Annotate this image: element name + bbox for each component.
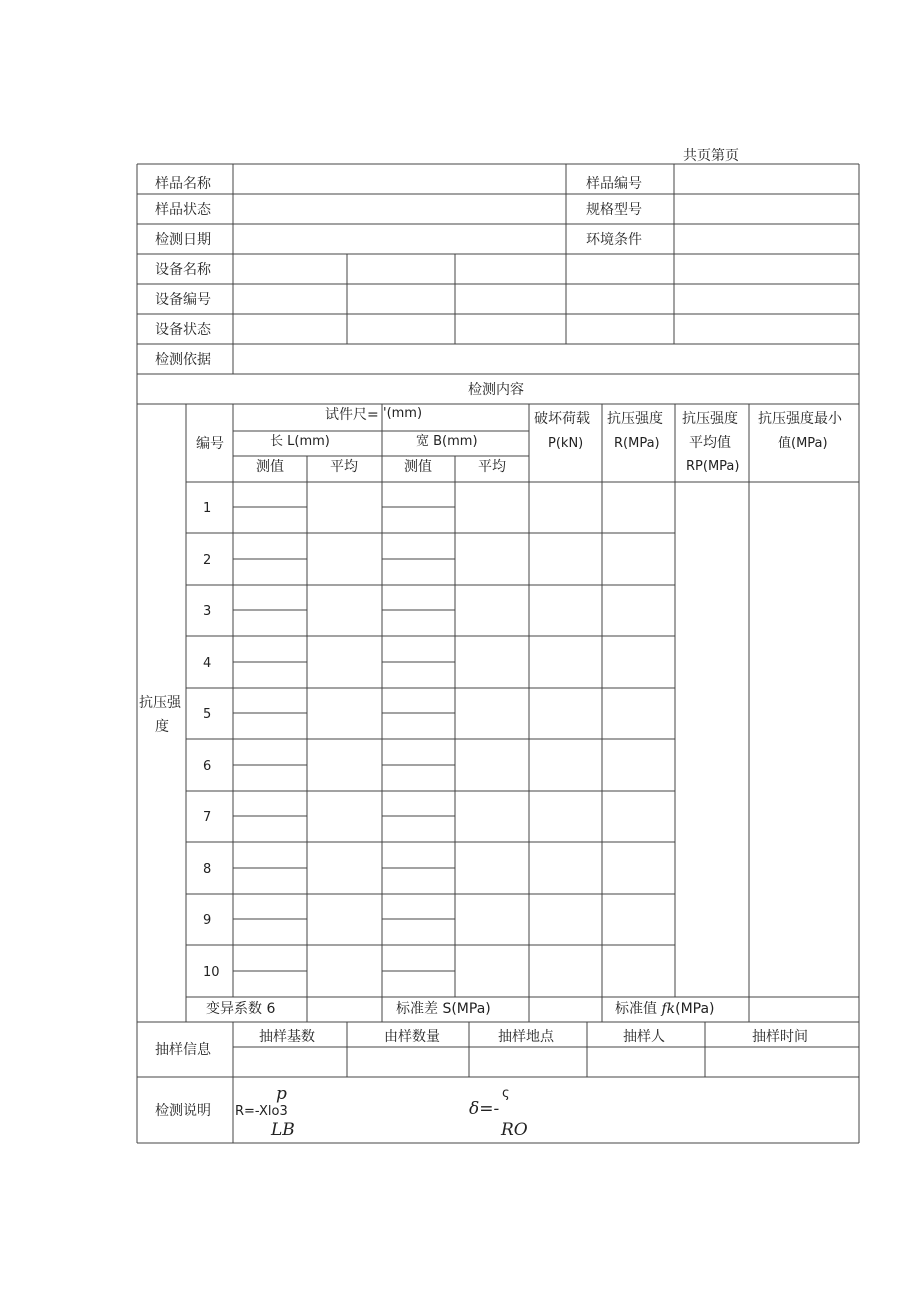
formula-delta-numerator: ς bbox=[502, 1086, 510, 1101]
row-number: 7 bbox=[203, 810, 212, 825]
min-strength-unit: 值(MPa) bbox=[778, 436, 828, 451]
sampling-time-header: 抽样时间 bbox=[752, 1029, 808, 1045]
row-number: 6 bbox=[203, 759, 212, 774]
formula-r: R=-Xlo3 bbox=[235, 1104, 288, 1119]
row-number: 2 bbox=[203, 553, 212, 568]
width-average-header: 平均 bbox=[478, 459, 506, 475]
row-number: 4 bbox=[203, 656, 212, 671]
avg-strength-unit: RP(MPa) bbox=[686, 459, 740, 474]
std-value-label: 标准值 fk(MPa) bbox=[615, 1001, 715, 1017]
specimen-size-unit: '(mm) bbox=[383, 406, 423, 421]
col-number-header: 编号 bbox=[196, 436, 224, 452]
length-average-header: 平均 bbox=[330, 459, 358, 475]
sampling-base-header: 抽样基数 bbox=[259, 1029, 315, 1045]
length-measured-header: 测值 bbox=[256, 459, 284, 475]
page-count-header: 共页第页 bbox=[683, 148, 739, 164]
equipment-state-label: 设备状态 bbox=[155, 322, 211, 338]
test-date-label: 检测日期 bbox=[155, 232, 211, 248]
compressive-strength-header: 抗压强度 bbox=[607, 411, 663, 427]
sample-state-label: 样品状态 bbox=[155, 202, 211, 218]
failure-load-unit: P(kN) bbox=[548, 436, 584, 451]
row-number: 9 bbox=[203, 913, 212, 928]
formula-r-numerator: p bbox=[276, 1084, 287, 1104]
width-measured-header: 测值 bbox=[404, 459, 432, 475]
test-basis-label: 检测依据 bbox=[155, 352, 211, 368]
avg-strength-header-2: 平均值 bbox=[689, 435, 731, 451]
test-content-title: 检测内容 bbox=[468, 382, 524, 398]
row-number: 5 bbox=[203, 707, 212, 722]
spec-model-label: 规格型号 bbox=[586, 202, 642, 218]
sampling-quantity-header: 由样数量 bbox=[384, 1029, 440, 1045]
row-number: 1 bbox=[203, 501, 212, 516]
cv-label: 变异系数 6 bbox=[206, 1001, 276, 1017]
sampling-info-label: 抽样信息 bbox=[155, 1042, 211, 1058]
formula-delta: δ=- bbox=[469, 1099, 500, 1119]
formula-r-denominator: LB bbox=[271, 1120, 295, 1140]
sampling-person-header: 抽样人 bbox=[623, 1029, 665, 1045]
row-number: 10 bbox=[203, 965, 220, 980]
formula-delta-denominator: RO bbox=[501, 1120, 528, 1140]
test-notes-label: 检测说明 bbox=[155, 1103, 211, 1119]
compressive-strength-unit: R(MPa) bbox=[614, 436, 660, 451]
sampling-place-header: 抽样地点 bbox=[498, 1029, 554, 1045]
min-strength-header: 抗压强度最小 bbox=[758, 411, 842, 427]
strength-section-label-cont: 度 bbox=[155, 719, 169, 735]
sample-name-label: 样品名称 bbox=[155, 176, 211, 192]
failure-load-header: 破坏荷载 bbox=[534, 411, 590, 427]
strength-section-label: 抗压强 bbox=[139, 695, 181, 711]
row-number: 8 bbox=[203, 862, 212, 877]
width-header: 宽 B(mm) bbox=[416, 434, 478, 449]
std-dev-label: 标准差 S(MPa) bbox=[396, 1001, 491, 1017]
specimen-size-header: 试件尺= bbox=[325, 407, 379, 423]
environment-label: 环境条件 bbox=[586, 232, 642, 248]
equipment-name-label: 设备名称 bbox=[155, 262, 211, 278]
equipment-number-label: 设备编号 bbox=[155, 292, 211, 308]
sample-number-label: 样品编号 bbox=[586, 176, 642, 192]
avg-strength-header: 抗压强度 bbox=[682, 411, 738, 427]
row-number: 3 bbox=[203, 604, 212, 619]
length-header: 长 L(mm) bbox=[270, 434, 330, 449]
